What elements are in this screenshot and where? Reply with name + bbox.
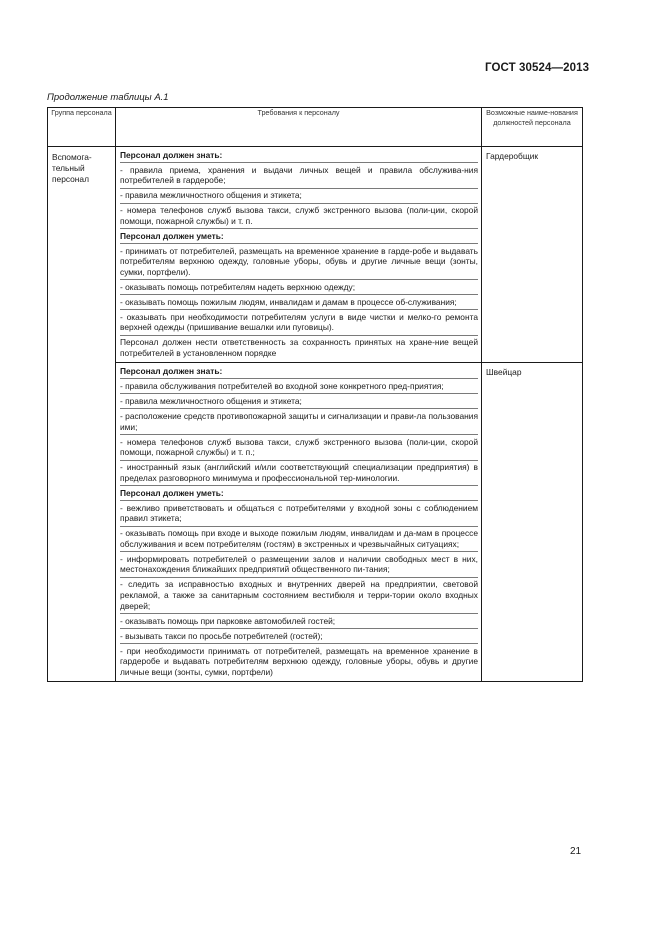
table-header-row (48, 108, 583, 147)
header-requirements: Требования к персоналу (116, 108, 482, 147)
requirement-line: - следить за исправностью входных и внутренних дверей на предприятии, световой рекламой, а также за санитарным состоянием вестибюля и терри-тории около входных дверей; (120, 578, 478, 614)
requirement-line: - оказывать помощь при парковке автомобилей гостей; (120, 614, 478, 629)
standard-code: ГОСТ 30524—2013 (485, 62, 590, 74)
requirements-cell (116, 147, 482, 363)
requirement-line: - оказывать помощь при входе и выходе пожилым людям, инвалидам и да-мам в процессе обслуживания и всем потребителям (гостям) в экстренных и чрезвычайных ситуациях; (120, 527, 478, 553)
requirements-table (47, 107, 583, 682)
requirement-line: - расположение средств противопожарной защиты и сигнализации и прави-ла пользования ими; (120, 409, 478, 435)
position-name: Швейцар (482, 363, 583, 682)
staff-group: Вспомога-тельный персонал (48, 147, 116, 682)
requirement-line: - вежливо приветствовать и общаться с потребителями у входной зоны с соблюдением правил этикета; (120, 501, 478, 527)
requirement-line: Персонал должен уметь: (120, 486, 478, 501)
requirement-line: - информировать потребителей о размещении залов и наличии свободных мест в них, местонахождения ближайших предприятий общественного пи-тания; (120, 552, 478, 578)
requirement-line: Персонал должен знать: (120, 364, 478, 379)
requirement-line: - правила межличностного общения и этикета; (120, 189, 478, 204)
requirement-line: - при необходимости принимать от потребителей, размещать на временное хранение в гардеробе и выдавать потребителям верхнюю одежду, головные уборы, обувь и другие личные вещи (зонты, сумки, портфели) (120, 645, 478, 677)
header-positions: Возможные наиме-нования должностей персонала (482, 108, 583, 147)
table-row (48, 147, 583, 363)
requirement-line: - номера телефонов служб вызова такси, служб экстренного вызова (поли-ции, скорой помощи, пожарной службы) и т. п.; (120, 435, 478, 461)
requirement-line: - иностранный язык (английский и/или соответствующий специализации предприятия) в пределах разговорного минимума и профессиональной тер-минологии. (120, 461, 478, 487)
requirement-line: - правила обслуживания потребителей во входной зоне конкретного пред-приятия; (120, 379, 478, 394)
requirement-line: - номера телефонов служб вызова такси, служб экстренного вызова (поли-ции, скорой помощи, пожарной службы) и т. п. (120, 204, 478, 230)
requirement-line: Персонал должен нести ответственность за сохранность принятых на хране-ние вещей потребителей в установленном порядке (120, 337, 478, 359)
requirement-line: - оказывать помощь потребителям надеть верхнюю одежду; (120, 280, 478, 295)
header-group: Группа персонала (48, 108, 116, 147)
requirement-line: Персонал должен уметь: (120, 229, 478, 244)
requirement-line: - правила приема, хранения и выдачи личных вещей и правила обслужива-ния потребителей в гардеробе; (120, 163, 478, 189)
requirement-line: - правила межличностного общения и этикета; (120, 394, 478, 409)
position-name: Гардеробщик (482, 147, 583, 363)
requirements-cell (116, 363, 482, 682)
requirement-line: - принимать от потребителей, размещать на временное хранение в гарде-робе и выдавать потребителям верхнюю одежду, головные уборы, обувь и другие личные вещи (зонты, сумки, портфели). (120, 244, 478, 280)
requirement-line: Персонал должен знать: (120, 148, 478, 163)
requirement-line: - оказывать при необходимости потребителям услуги в виде чистки и мелко-го ремонта верхней одежды (пришивание вешалки или пуговицы). (120, 310, 478, 336)
requirement-line: - оказывать помощь пожилым людям, инвалидам и дамам в процессе об-служивания; (120, 295, 478, 310)
requirement-line: - вызывать такси по просьбе потребителей (гостей); (120, 629, 478, 644)
page-number: 21 (570, 846, 582, 857)
table-caption: Продолжение таблицы А.1 (47, 92, 169, 103)
table-row (48, 363, 583, 682)
